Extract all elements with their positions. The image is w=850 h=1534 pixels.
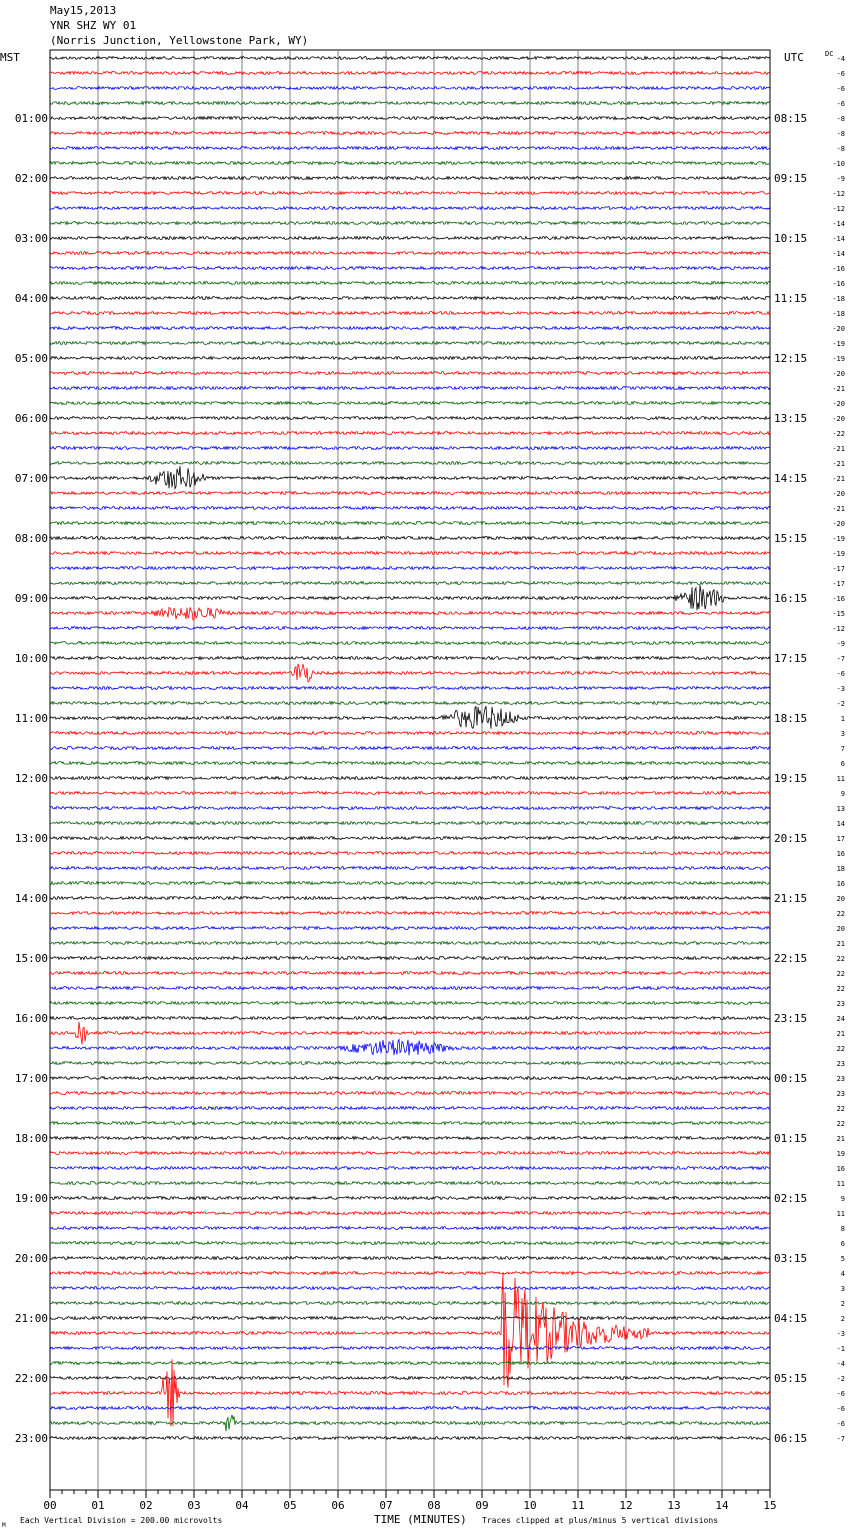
- utc-hour-label: 02:15: [774, 1192, 808, 1205]
- trace-row: [50, 1107, 770, 1110]
- x-tick-label: 07: [379, 1499, 393, 1512]
- trace-row: [50, 57, 770, 60]
- mst-hour-label: 20:00: [14, 1252, 48, 1265]
- dc-offset-label: -3: [836, 685, 845, 693]
- trace-row: [50, 852, 770, 855]
- dc-offset-label: 23: [836, 1090, 845, 1098]
- trace-row: [50, 1242, 770, 1245]
- dc-offset-label: -18: [832, 295, 845, 303]
- utc-hour-label: 06:15: [774, 1432, 808, 1445]
- dc-offset-label: 3: [840, 730, 845, 738]
- dc-offset-label: -21: [832, 385, 845, 393]
- mst-hour-label: 02:00: [14, 172, 48, 185]
- dc-offset-label: -7: [836, 655, 845, 663]
- mst-hour-label: 13:00: [14, 832, 48, 845]
- trace-row: [50, 837, 770, 840]
- trace-row: [50, 1362, 770, 1365]
- dc-offset-label: -6: [836, 670, 845, 678]
- mst-hour-label: 16:00: [14, 1012, 48, 1025]
- trace-row: [50, 942, 770, 945]
- trace-row: [50, 402, 770, 405]
- trace-row: [50, 327, 770, 330]
- clip-note: Traces clipped at plus/minus 5 vertical divisions: [482, 1516, 719, 1525]
- dc-offset-label: -16: [832, 280, 845, 288]
- x-tick-label: 10: [523, 1499, 537, 1512]
- dc-offset-label: -8: [836, 145, 845, 153]
- dc-offset-label: -19: [832, 355, 845, 363]
- dc-offset-label: 7: [840, 745, 845, 753]
- utc-hour-label: 15:15: [774, 532, 808, 545]
- trace-row: [50, 522, 770, 525]
- utc-hour-label: 14:15: [774, 472, 808, 485]
- trace-row: [50, 297, 770, 300]
- dc-offset-label: -20: [832, 400, 845, 408]
- mst-hour-label: 17:00: [14, 1072, 48, 1085]
- dc-offset-label: -10: [832, 160, 845, 168]
- dc-offset-label: -8: [836, 115, 845, 123]
- trace-row: [50, 1017, 770, 1020]
- trace-row: [50, 387, 770, 390]
- dc-offset-label: 6: [840, 1240, 845, 1248]
- dc-offset-label: 20: [836, 925, 845, 933]
- utc-hour-label: 17:15: [774, 652, 808, 665]
- trace-row: [50, 747, 770, 750]
- mst-hour-label: 10:00: [14, 652, 48, 665]
- dc-offset-label: 2: [840, 1315, 845, 1323]
- dc-offset-label: -20: [832, 370, 845, 378]
- dc-offset-label: 9: [840, 1195, 845, 1203]
- trace-row: [50, 147, 770, 150]
- mst-hour-label: 08:00: [14, 532, 48, 545]
- dc-offset-label: -20: [832, 520, 845, 528]
- x-tick-label: 03: [187, 1499, 201, 1512]
- dc-offset-label: 11: [836, 1210, 845, 1218]
- mst-hour-label: 09:00: [14, 592, 48, 605]
- dc-offset-label: -19: [832, 535, 845, 543]
- dc-offset-label: -19: [832, 340, 845, 348]
- trace-row: [50, 1415, 770, 1431]
- trace-row: [50, 732, 770, 735]
- dc-offset-label: 22: [836, 970, 845, 978]
- corner-mark: M: [2, 1522, 6, 1529]
- dc-offset-label: -12: [832, 190, 845, 198]
- x-tick-label: 13: [667, 1499, 681, 1512]
- dc-offset-label: -4: [836, 1360, 845, 1368]
- trace-row: [50, 1212, 770, 1215]
- dc-offset-label: -19: [832, 550, 845, 558]
- trace-row: [50, 1077, 770, 1080]
- trace-row: [50, 447, 770, 450]
- trace-row: [50, 1257, 770, 1260]
- trace-row: [50, 342, 770, 345]
- trace-row: [50, 822, 770, 825]
- dc-offset-label: -21: [832, 505, 845, 513]
- dc-offset-label: 22: [836, 910, 845, 918]
- trace-row: [50, 585, 770, 610]
- utc-hour-label: 12:15: [774, 352, 808, 365]
- trace-row: [50, 72, 770, 75]
- trace-row: [50, 537, 770, 540]
- utc-hour-label: 19:15: [774, 772, 808, 785]
- dc-offset-label: -9: [836, 640, 845, 648]
- trace-row: [50, 372, 770, 375]
- utc-hour-label: 16:15: [774, 592, 808, 605]
- trace-row: [50, 1272, 770, 1275]
- mst-hour-label: 15:00: [14, 952, 48, 965]
- trace-row: [50, 607, 770, 620]
- dc-offset-label: 21: [836, 940, 845, 948]
- trace-row: [50, 1359, 770, 1426]
- dc-offset-label: -3: [836, 1330, 845, 1338]
- dc-offset-label: 11: [836, 1180, 845, 1188]
- trace-row: [50, 927, 770, 930]
- dc-offset-label: 23: [836, 1060, 845, 1068]
- dc-offset-label: -15: [832, 610, 845, 618]
- dc-offset-label: 3: [840, 1285, 845, 1293]
- station-location: (Norris Junction, Yellowstone Park, WY): [50, 34, 309, 47]
- dc-offset-label: 5: [840, 1255, 845, 1263]
- dc-offset-label: -7: [836, 1435, 845, 1443]
- trace-row: [50, 552, 770, 555]
- dc-offset-label: -17: [832, 565, 845, 573]
- mst-hour-label: 03:00: [14, 232, 48, 245]
- trace-row: [50, 1437, 770, 1440]
- x-tick-label: 00: [43, 1499, 57, 1512]
- dc-offset-label: 22: [836, 1045, 845, 1053]
- trace-row: [50, 1182, 770, 1185]
- trace-row: [50, 642, 770, 645]
- dc-offset-label: 8: [840, 1225, 845, 1233]
- mst-hour-label: 11:00: [14, 712, 48, 725]
- trace-row: [50, 1002, 770, 1005]
- station-id: YNR SHZ WY 01: [50, 19, 137, 32]
- dc-offset-label: -22: [832, 430, 845, 438]
- trace-row: [50, 282, 770, 285]
- trace-row: [50, 466, 770, 489]
- trace-row: [50, 1347, 770, 1350]
- trace-row: [50, 706, 770, 729]
- dc-offset-label: 9: [840, 790, 845, 798]
- utc-hour-label: 08:15: [774, 112, 808, 125]
- trace-row: [50, 1022, 770, 1044]
- trace-row: [50, 312, 770, 315]
- trace-row: [50, 207, 770, 210]
- dc-offset-label: 2: [840, 1300, 845, 1308]
- dc-offset-label: -4: [836, 55, 845, 63]
- dc-offset-label: -6: [836, 1405, 845, 1413]
- trace-row: [50, 567, 770, 570]
- utc-hour-label: 23:15: [774, 1012, 808, 1025]
- left-timezone-label: MST: [0, 51, 20, 64]
- x-tick-label: 04: [235, 1499, 249, 1512]
- trace-row: [50, 492, 770, 495]
- utc-hour-label: 01:15: [774, 1132, 808, 1145]
- dc-offset-label: -16: [832, 595, 845, 603]
- dc-offset-label: -14: [832, 220, 845, 228]
- trace-row: [50, 432, 770, 435]
- trace-row: [50, 192, 770, 195]
- utc-hour-label: 03:15: [774, 1252, 808, 1265]
- mst-hour-label: 18:00: [14, 1132, 48, 1145]
- trace-row: [50, 102, 770, 105]
- scale-note: Each Vertical Division = 200.00 microvolts: [20, 1516, 223, 1525]
- trace-row: [50, 1092, 770, 1095]
- utc-hour-label: 00:15: [774, 1072, 808, 1085]
- dc-offset-label: -18: [832, 310, 845, 318]
- dc-offset-label: 11: [836, 775, 845, 783]
- x-tick-label: 12: [619, 1499, 633, 1512]
- trace-row: [50, 1377, 770, 1380]
- trace-row: [50, 222, 770, 225]
- dc-offset-label: 21: [836, 1135, 845, 1143]
- mst-hour-label: 05:00: [14, 352, 48, 365]
- trace-row: [50, 792, 770, 795]
- dc-offset-label: 23: [836, 1000, 845, 1008]
- dc-offset-label: 22: [836, 1105, 845, 1113]
- dc-offset-label: 16: [836, 850, 845, 858]
- trace-row: [50, 1273, 770, 1387]
- mst-hour-label: 21:00: [14, 1312, 48, 1325]
- trace-row: [50, 267, 770, 270]
- trace-row: [50, 1227, 770, 1230]
- utc-hour-label: 18:15: [774, 712, 808, 725]
- trace-row: [50, 507, 770, 510]
- utc-hour-label: 13:15: [774, 412, 808, 425]
- dc-column-label: DC: [825, 50, 834, 58]
- dc-offset-label: 4: [840, 1270, 845, 1278]
- x-tick-label: 08: [427, 1499, 441, 1512]
- trace-row: [50, 912, 770, 915]
- mst-hour-label: 14:00: [14, 892, 48, 905]
- dc-offset-label: -6: [836, 1390, 845, 1398]
- x-tick-label: 09: [475, 1499, 489, 1512]
- trace-row: [50, 117, 770, 120]
- dc-offset-label: 13: [836, 805, 845, 813]
- dc-offset-label: -20: [832, 415, 845, 423]
- dc-offset-label: -17: [832, 580, 845, 588]
- mst-hour-label: 22:00: [14, 1372, 48, 1385]
- trace-row: [50, 702, 770, 705]
- trace-row: [50, 777, 770, 780]
- x-tick-label: 02: [139, 1499, 153, 1512]
- dc-offset-label: -6: [836, 85, 845, 93]
- chart-date: May15,2013: [50, 4, 117, 17]
- dc-offset-label: -2: [836, 700, 845, 708]
- trace-row: [50, 582, 770, 585]
- dc-offset-label: -6: [836, 1420, 845, 1428]
- trace-row: [50, 1317, 770, 1320]
- trace-row: [50, 162, 770, 165]
- dc-offset-label: -9: [836, 175, 845, 183]
- mst-hour-label: 06:00: [14, 412, 48, 425]
- dc-offset-label: -21: [832, 460, 845, 468]
- trace-row: [50, 807, 770, 810]
- dc-offset-label: 23: [836, 1075, 845, 1083]
- trace-row: [50, 417, 770, 420]
- trace-row: [50, 687, 770, 690]
- trace-row: [50, 252, 770, 255]
- trace-row: [50, 1167, 770, 1170]
- trace-row: [50, 657, 770, 660]
- mst-hour-label: 04:00: [14, 292, 48, 305]
- x-tick-label: 11: [571, 1499, 585, 1512]
- utc-hour-label: 11:15: [774, 292, 808, 305]
- utc-hour-label: 04:15: [774, 1312, 808, 1325]
- dc-offset-label: 18: [836, 865, 845, 873]
- trace-row: [50, 897, 770, 900]
- x-axis: [43, 1490, 776, 1512]
- trace-row: [50, 1040, 770, 1056]
- x-tick-label: 06: [331, 1499, 345, 1512]
- trace-row: [50, 987, 770, 990]
- trace-row: [50, 357, 770, 360]
- dc-offset-label: 22: [836, 985, 845, 993]
- dc-offset-label: 20: [836, 895, 845, 903]
- dc-offset-label: -20: [832, 325, 845, 333]
- trace-row: [50, 1302, 770, 1305]
- mst-hour-label: 07:00: [14, 472, 48, 485]
- x-tick-label: 01: [91, 1499, 105, 1512]
- trace-row: [50, 882, 770, 885]
- trace-row: [50, 177, 770, 180]
- dc-offset-label: -14: [832, 235, 845, 243]
- dc-offset-label: -12: [832, 205, 845, 213]
- trace-row: [50, 132, 770, 135]
- utc-hour-label: 21:15: [774, 892, 808, 905]
- trace-row: [50, 1137, 770, 1140]
- trace-row: [50, 762, 770, 765]
- utc-hour-label: 05:15: [774, 1372, 808, 1385]
- mst-hour-label: 19:00: [14, 1192, 48, 1205]
- trace-row: [50, 867, 770, 870]
- trace-row: [50, 1287, 770, 1290]
- dc-offset-label: 6: [840, 760, 845, 768]
- trace-row: [50, 972, 770, 975]
- dc-offset-label: -20: [832, 490, 845, 498]
- x-tick-label: 05: [283, 1499, 297, 1512]
- trace-row: [50, 627, 770, 630]
- trace-row: [50, 664, 770, 682]
- trace-row: [50, 1407, 770, 1410]
- dc-offset-label: -2: [836, 1375, 845, 1383]
- dc-offset-label: 16: [836, 880, 845, 888]
- trace-row: [50, 237, 770, 240]
- mst-hour-label: 12:00: [14, 772, 48, 785]
- trace-row: [50, 1152, 770, 1155]
- utc-hour-label: 22:15: [774, 952, 808, 965]
- dc-offset-label: 17: [836, 835, 845, 843]
- right-timezone-label: UTC: [784, 51, 804, 64]
- dc-offset-label: 16: [836, 1165, 845, 1173]
- dc-offset-label: 24: [836, 1015, 845, 1023]
- dc-offset-label: -14: [832, 250, 845, 258]
- dc-offset-label: 19: [836, 1150, 845, 1158]
- dc-offset-label: -21: [832, 445, 845, 453]
- dc-offset-label: -6: [836, 100, 845, 108]
- trace-row: [50, 462, 770, 465]
- x-tick-label: 15: [763, 1499, 777, 1512]
- dc-offset-label: 22: [836, 955, 845, 963]
- mst-hour-label: 01:00: [14, 112, 48, 125]
- dc-offset-label: -16: [832, 265, 845, 273]
- dc-offset-label: 14: [836, 820, 845, 828]
- trace-row: [50, 1197, 770, 1200]
- dc-offset-label: 22: [836, 1120, 845, 1128]
- utc-hour-label: 09:15: [774, 172, 808, 185]
- utc-hour-label: 20:15: [774, 832, 808, 845]
- x-axis-title: TIME (MINUTES): [374, 1513, 467, 1526]
- mst-hour-label: 23:00: [14, 1432, 48, 1445]
- trace-rows: [50, 57, 770, 1440]
- dc-offset-label: -6: [836, 70, 845, 78]
- dc-offset-label: 1: [840, 715, 845, 723]
- utc-hour-label: 10:15: [774, 232, 808, 245]
- dc-offset-label: -21: [832, 475, 845, 483]
- dc-offset-label: -1: [836, 1345, 845, 1353]
- dc-offset-label: -12: [832, 625, 845, 633]
- dc-offset-label: 21: [836, 1030, 845, 1038]
- dc-offset-label: -8: [836, 130, 845, 138]
- trace-row: [50, 1062, 770, 1065]
- x-tick-label: 14: [715, 1499, 729, 1512]
- trace-row: [50, 1122, 770, 1125]
- trace-row: [50, 87, 770, 90]
- trace-row: [50, 957, 770, 960]
